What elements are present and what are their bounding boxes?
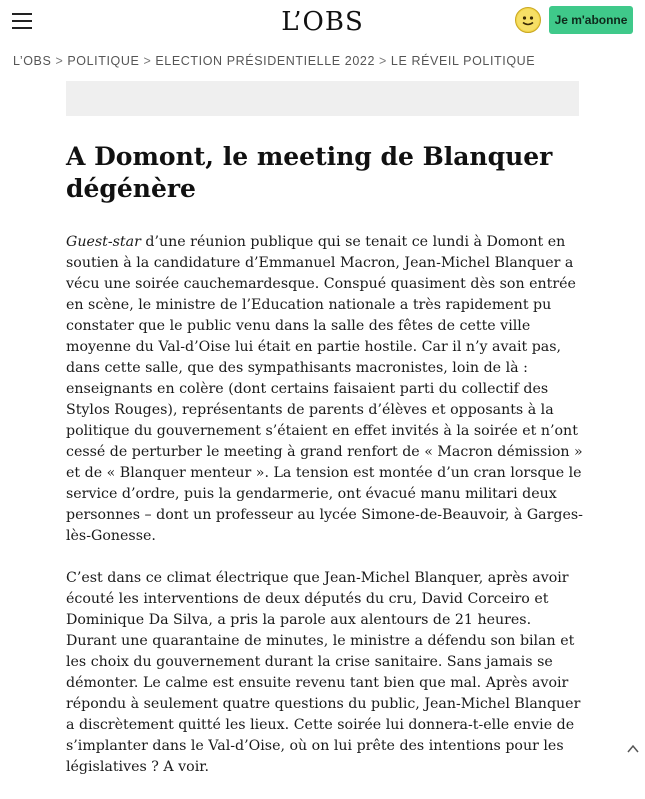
guest-star-italic: Guest-star — [66, 234, 141, 250]
article-body — [66, 232, 586, 799]
breadcrumb — [13, 54, 535, 68]
subscribe-button[interactable]: Je m'abonne — [549, 6, 633, 34]
breadcrumb-item-election[interactable]: ELECTION PRÉSIDENTIELLE 2022 — [155, 54, 375, 68]
site-logo[interactable]: L’OBS — [281, 7, 364, 37]
breadcrumb-separator: > — [379, 54, 387, 68]
article-title: A Domont, le meeting de Blanquer dégénère — [66, 142, 553, 203]
breadcrumb-separator: > — [55, 54, 64, 68]
breadcrumb-item-home[interactable]: L’OBS — [13, 54, 52, 68]
expand-icon[interactable] — [626, 740, 640, 750]
ad-placeholder — [66, 81, 579, 116]
paragraph-1-text: d’une réunion publique qui se tenait ce lundi à Domont en soutien à la candidature d’Emmanuel Macron, Jean-Michel Blanquer a vécu une soirée cauchemardesque. Conspué quasiment dès son entrée en scène, le ministre de l’Education nationale a très rapidement pu constater que le public venu dans la salle des fêtes de cette ville moyenne du Val-d’Oise lui était en partie hostile. Car il n’y avait pas, dans cette salle, que des sympathisants macronistes, loin de là : enseignants en colère (dont certains faisaient parti du collectif des Stylos Rouges), représentants de parents d’élèves et opposants à la politique du gouvernement s’étaient en effet invités à la soirée et n’ont cessé de perturber le meeting à grand renfort de « Macron démission » et de « Blanquer menteur ». La tension est montée d’un cran lorsque le service d’ordre, puis la gendarmerie, ont évacué manu militari deux personnes – dont un professeur au lycée Simone-de-Beauvoir, à Garges-lès-Gonesse. — [66, 234, 583, 544]
article-paragraph-2: C’est dans ce climat électrique que Jean-Michel Blanquer, après avoir écouté les interventions de deux députés du cru, David Corceiro et Dominique Da Silva, a pris la parole aux alentours de 21 heures. Durant une quarantaine de minutes, le ministre a défendu son bilan et les choix du gouvernement durant la crise sanitaire. Sans jamais se démonter. Le calme est ensuite revenu tant bien que mal. Après avoir répondu à seulement quatre questions du public, Jean-Michel Blanquer a discrètement quitté les lieux. Cette soirée lui donnera-t-elle envie de s’implanter dans le Val-d’Oise, où on lui prête des intentions pour les législatives ? A voir. — [66, 570, 581, 775]
site-header — [0, 0, 645, 42]
breadcrumb-separator: > — [143, 54, 152, 68]
article-paragraph-1 — [66, 232, 586, 547]
breadcrumb-item-reveil[interactable]: LE RÉVEIL POLITIQUE — [390, 54, 536, 68]
breadcrumb-item-politique[interactable]: POLITIQUE — [67, 54, 140, 68]
user-avatar-icon[interactable] — [515, 7, 541, 33]
